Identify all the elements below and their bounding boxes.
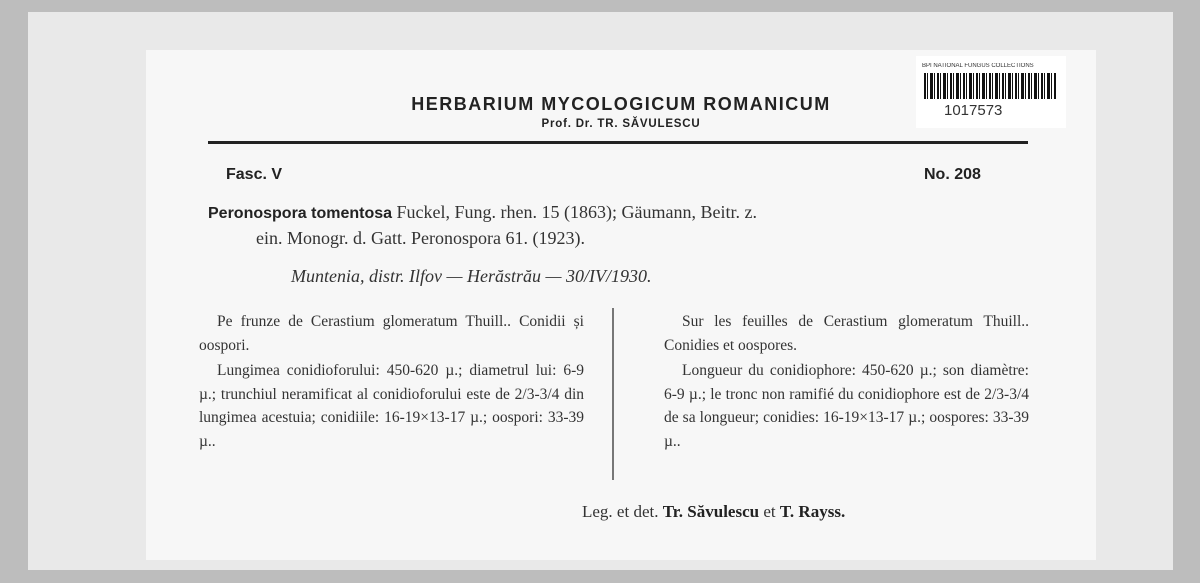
barcode-number: 1017573 bbox=[944, 102, 1003, 119]
french-paragraph-2: Longueur du conidiophore: 450-620 µ.; son diamètre: 6-9 µ.; le tronc non ramifié du conidiophore est de 2/3-3/4 de sa longueur; conidies: 16-19×13-17 µ.; oospores: 33-39 µ.. bbox=[664, 362, 1029, 450]
species-citation bbox=[208, 200, 1038, 251]
romanian-description bbox=[199, 310, 584, 455]
french-paragraph-1: Sur les feuilles de Cerastium glomeratum Thuill.. Conidies et oospores. bbox=[664, 313, 1029, 354]
specimen-number: No. 208 bbox=[924, 166, 981, 183]
barcode-caption: BPI NATIONAL FUNGUS COLLECTIONS bbox=[922, 63, 1034, 69]
citation-line-2: ein. Monogr. d. Gatt. Peronospora 61. (1923). bbox=[256, 228, 585, 248]
leg-prefix: Leg. et det. bbox=[582, 502, 663, 521]
herbarium-sheet bbox=[28, 12, 1173, 570]
romanian-paragraph-2: Lungimea conidioforului: 450-620 µ.; diametrul lui: 6-9 µ.; trunchiul neramificat al conidioforului este de 2/3-3/4 din lungimea acestuia; conidiile: 16-19×13-17 µ.; oospori: 33-39 µ.. bbox=[199, 362, 584, 450]
fascicle-label: Fasc. V bbox=[226, 166, 283, 183]
header-rule bbox=[208, 141, 1028, 144]
collector-line bbox=[582, 502, 1022, 522]
herbarium-subtitle: Prof. Dr. TR. SĂVULESCU bbox=[541, 118, 701, 130]
barcode-icon bbox=[924, 73, 1056, 99]
romanian-paragraph-1: Pe frunze de Cerastium glomeratum Thuill.. Conidii și oospori. bbox=[199, 313, 584, 354]
herbarium-title: HERBARIUM MYCOLOGICUM ROMANICUM bbox=[411, 94, 831, 114]
specimen-label bbox=[146, 50, 1096, 560]
barcode-sticker bbox=[916, 56, 1066, 128]
collector-2: T. Rayss. bbox=[779, 502, 846, 521]
species-name: Peronospora tomentosa bbox=[208, 205, 393, 222]
french-description bbox=[664, 310, 1029, 455]
leg-joiner: et bbox=[759, 502, 780, 521]
column-divider bbox=[612, 308, 614, 480]
citation-line-1: Fuckel, Fung. rhen. 15 (1863); Gäumann, Beitr. z. bbox=[392, 202, 757, 222]
collector-1: Tr. Săvulescu bbox=[662, 502, 760, 521]
locality: Muntenia, distr. Ilfov — Herăstrău — 30/IV/1930. bbox=[291, 266, 652, 286]
